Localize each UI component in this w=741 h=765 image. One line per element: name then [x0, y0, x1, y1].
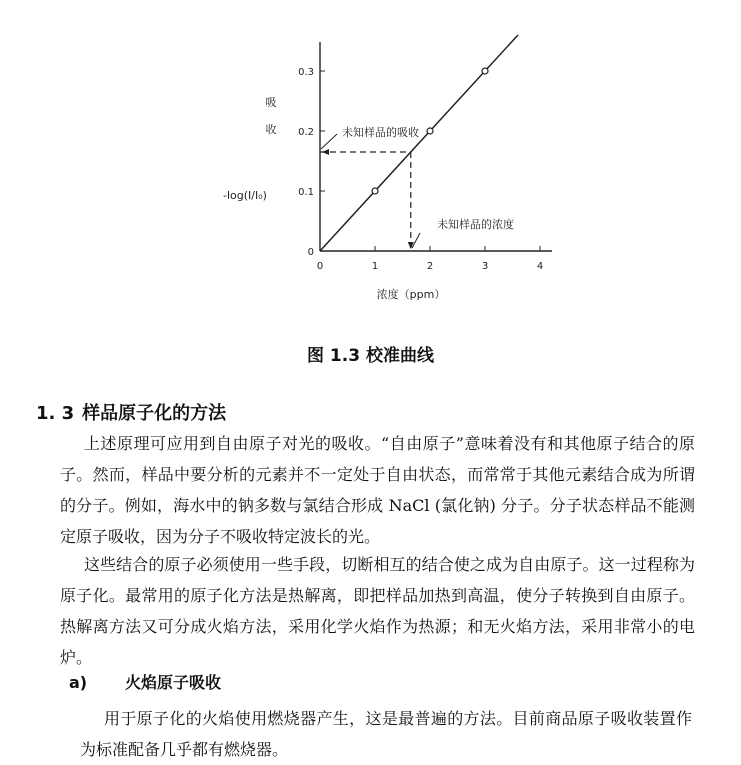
unknown-absorbance-annotation: 未知样品的吸收: [342, 126, 419, 139]
y-label-char-2: 收: [265, 123, 277, 136]
data-point: [372, 188, 378, 194]
y-tick-label: 0.3: [298, 67, 314, 78]
y-tick-label: 0: [307, 247, 314, 258]
subsection-paragraph: 用于原子化的火焰使用燃烧器产生，这是最普遍的方法。目前商品原子吸收装置作为标准配备几乎都有燃烧器。: [80, 709, 692, 759]
chart-axes: [298, 42, 552, 272]
section-heading: [36, 399, 226, 425]
absorbance-annotation-leader: [321, 134, 337, 149]
unknown-concentration-annotation: 未知样品的浓度: [437, 218, 514, 231]
x-tick-label: 1: [371, 261, 379, 272]
data-point: [482, 68, 488, 74]
figure-caption: 图 1.3 校准曲线: [307, 346, 434, 366]
concentration-annotation-leader: [412, 233, 420, 248]
y-tick-label: 0.2: [298, 127, 314, 138]
x-tick-label: 2: [426, 261, 434, 272]
body-paragraph-2: 这些结合的原子必须使用一些手段，切断相互的结合使之成为自由原子。这一过程称为原子化。最常用的原子化方法是热解离，即把样品加热到高温，使分子转换到自由原子。热解离方法又可分成火焰方法，采用化学火焰作为热源；和无火焰方法，采用非常小的电炉。: [60, 555, 695, 667]
section-title: 样品原子化的方法: [82, 403, 227, 424]
subsection-title: 火焰原子吸收: [125, 673, 222, 692]
subsection-heading: [69, 670, 221, 693]
x-tick-label: 0: [316, 261, 324, 272]
data-point: [427, 128, 433, 134]
x-axis-label: 浓度（ppm）: [376, 288, 446, 301]
subsection-label: a): [69, 673, 88, 692]
x-tick-label: 4: [536, 261, 544, 272]
x-tick-label: 3: [481, 261, 489, 272]
y-tick-label: 0.1: [298, 187, 314, 198]
y-label-formula: -log(I/I₀): [223, 189, 267, 202]
calibration-curve-chart: [0, 0, 741, 335]
section-number: 1. 3: [36, 403, 75, 424]
body-paragraph-1: 上述原理可应用到自由原子对光的吸收。“自由原子”意味着没有和其他原子结合的原子。然而，样品中要分析的元素并不一定处于自由状态，而常常于其他元素结合成为所谓的分子。例如，海水中的钠多数与氯结合形成 NaCl (氯化钠) 分子。分子状态样品不能测定原子吸收，因为分子不吸收特定波长的光。: [60, 434, 695, 546]
y-label-char-1: 吸: [265, 96, 277, 109]
absorbance-arrowhead: [322, 149, 329, 155]
